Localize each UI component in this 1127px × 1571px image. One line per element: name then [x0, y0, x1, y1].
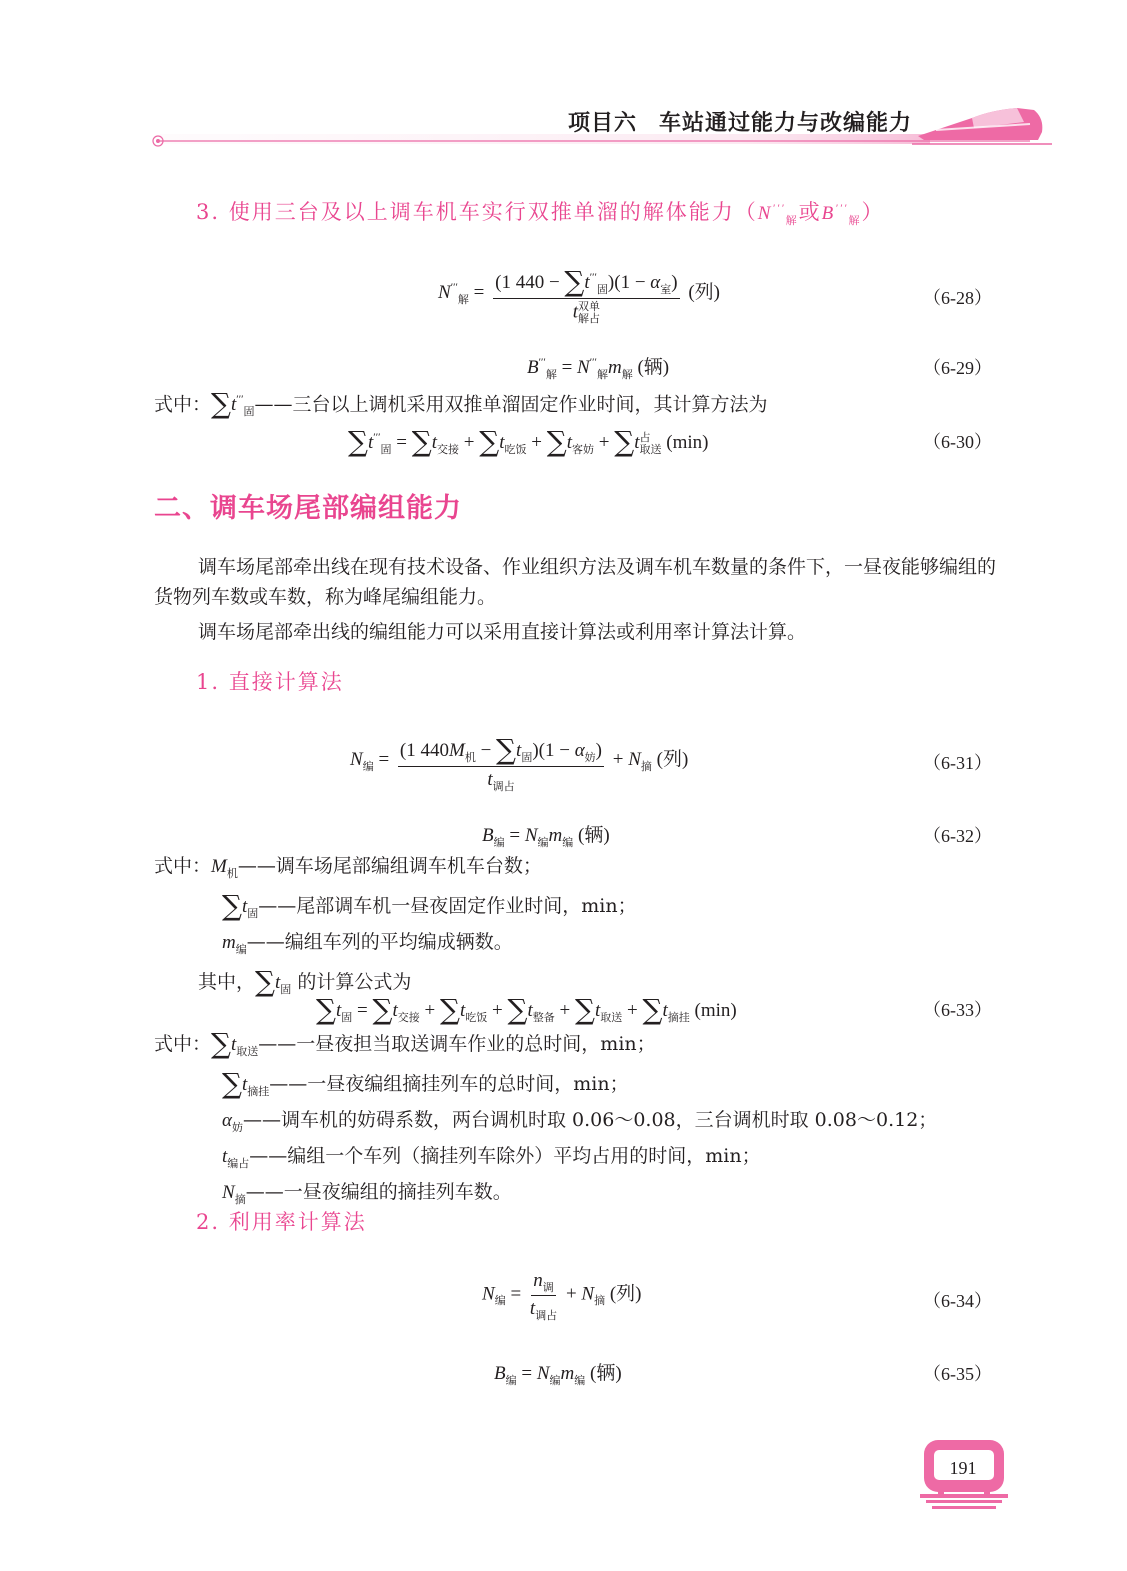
definitions-6-31: 式中：$M_机——$调车场尾部编组调车机车台数； $\sum t_固——$尾部调车机一昼夜固定作业时间，min； $m_编——$编组车列的平均编成辆数。 其中，$\sum t_固$ 的计算公式为: [154, 855, 637, 998]
definition-sum-t-gu: 式中：$\sum t'''_固——$三台以上调机采用双推单溜固定作业时间，其计算方法为: [154, 387, 768, 421]
formula-6-31: $N_编$ = $\frac{(1 440M_机 - \sum t_固)(1 - \alpha_妨)}{t_{调占}}$ + $N_摘$ (列): [350, 730, 688, 791]
eq-number-6-35: （6-35）: [923, 1364, 992, 1384]
formula-6-29: $B'''_解 = N'''_解m_解$ (辆): [527, 356, 670, 381]
eq-number-6-30: （6-30）: [923, 432, 992, 452]
project-label: 项目六: [568, 111, 638, 136]
formula-6-35: $B_编 = N_编m_编$ (辆): [494, 1363, 622, 1387]
formula-6-34: $N_编$ = $\frac{n_调}{t_{调占}}$ + $N_摘$ (列): [482, 1270, 642, 1322]
eq-number-6-34: （6-34）: [923, 1291, 992, 1311]
eq-number-6-29: （6-29）: [923, 358, 992, 378]
paragraph-1: 调车场尾部牵出线在现有技术设备、作业组织方法及调车机车数量的条件下，一昼夜能够编组的货物列车数或车数，称为峰尾编组能力。: [154, 556, 997, 608]
formula-6-33: $\sum t_固 = \sum t_{交接} + \sum t_{吃饭} + \sum t_{整备} + \sum t_{取送} + \sum t_{摘挂}$ (min): [316, 993, 737, 1026]
eq-number-6-31: （6-31）: [923, 753, 992, 773]
train-icon: [912, 98, 1052, 154]
section3-heading: 3. 使用三台及以上调车机车实行双推单溜的解体能力（$N'''_解$或$B'''_解$）: [196, 200, 885, 227]
eq-number-6-32: （6-32）: [923, 826, 992, 846]
formula-6-32: $B_编 = N_编m_编$ (辆): [482, 825, 610, 849]
chapter-title: [568, 106, 912, 137]
chapter-name: 车站通过能力与改编能力: [659, 111, 913, 136]
section-heading: 二、调车场尾部编组能力: [154, 493, 462, 524]
eq-number-6-28: （6-28）: [923, 288, 992, 308]
eq-number-6-33: （6-33）: [923, 1000, 992, 1020]
definitions-6-33: 式中：$\sum t_{取送}——$一昼夜担当取送调车作业的总时间，min； $\sum t_{摘挂}——$一昼夜编组摘挂列车的总时间，min； $\alpha_妨——$调车机的妨碍系数，两台调机时取 0.06～0.08，三台调机时取 0.08～0.12； $t_{编占}——$编组一个车列（摘挂列车除外）平均占用的时间，min； $N_摘——$一昼夜编组的摘挂列车数。: [154, 1027, 938, 1206]
formula-6-28: $N'''_解$ = (1 $440 - \sum t'''_固)(1 - \alpha_室)$ t 双单 解占 (列): [438, 262, 720, 325]
paragraph-2: 调车场尾部牵出线的编组能力可以采用直接计算法或利用率计算法计算。: [198, 621, 807, 643]
method1-heading: 1. 直接计算法: [196, 670, 344, 694]
formula-6-30: $\sum t'''_固 = \sum t_{交接} + \sum t_{吃饭} + \sum t_{客妨} + \sum t$ 占 取送 (min): [348, 425, 709, 458]
method2-heading: 2. 利用率计算法: [196, 1210, 367, 1234]
page-number: 191: [949, 1458, 977, 1478]
